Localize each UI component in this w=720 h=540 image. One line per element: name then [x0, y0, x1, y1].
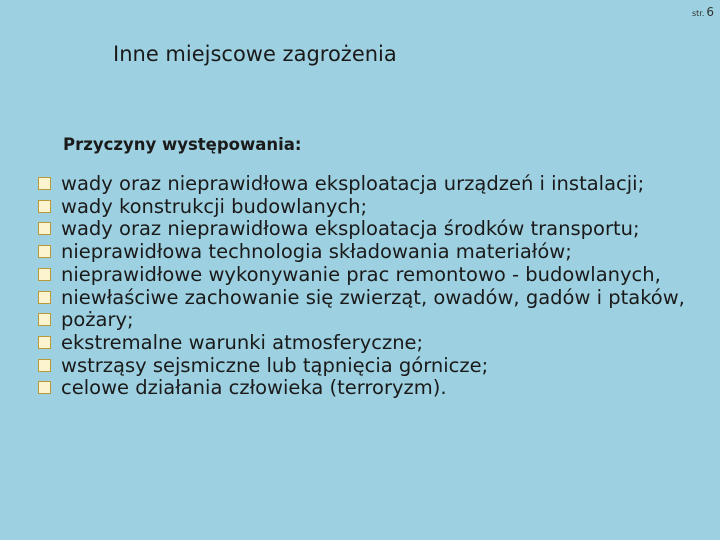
square-bullet-icon	[38, 291, 51, 304]
square-bullet-icon	[38, 336, 51, 349]
list-item	[38, 218, 688, 241]
list-item	[38, 196, 688, 219]
list-item-text: wady oraz nieprawidłowa eksploatacja środków transportu;	[61, 217, 640, 241]
list-item	[38, 287, 688, 310]
list-item	[38, 377, 688, 400]
list-item	[38, 332, 688, 355]
list-item-text: ekstremalne warunki atmosferyczne;	[61, 330, 424, 354]
list-item	[38, 241, 688, 264]
square-bullet-icon	[38, 381, 51, 394]
list-item-text: pożary;	[61, 308, 134, 332]
slide-title: Inne miejscowe zagrożenia	[113, 42, 397, 66]
page-number	[692, 5, 714, 19]
cause-list	[38, 173, 688, 400]
list-item	[38, 309, 688, 332]
list-item-text: wady konstrukcji budowlanych;	[61, 194, 368, 218]
section-heading: Przyczyny występowania:	[63, 135, 302, 154]
list-item-text: niewłaściwe zachowanie się zwierząt, owadów, gadów i ptaków,	[61, 285, 685, 309]
square-bullet-icon	[38, 268, 51, 281]
square-bullet-icon	[38, 313, 51, 326]
list-item-text: nieprawidłowe wykonywanie prac remontowo - budowlanych,	[61, 262, 661, 286]
list-item-text: nieprawidłowa technologia składowania materiałów;	[61, 240, 572, 264]
square-bullet-icon	[38, 245, 51, 258]
square-bullet-icon	[38, 177, 51, 190]
list-item-text: wady oraz nieprawidłowa eksploatacja urządzeń i instalacji;	[61, 172, 645, 195]
square-bullet-icon	[38, 359, 51, 372]
list-item-text: wstrząsy sejsmiczne lub tąpnięcia górnicze;	[61, 353, 489, 377]
square-bullet-icon	[38, 200, 51, 213]
list-item-text: celowe działania człowieka (terroryzm).	[61, 376, 447, 400]
square-bullet-icon	[38, 222, 51, 235]
list-item	[38, 355, 688, 378]
list-item	[38, 173, 688, 196]
page-number-value: 6	[706, 5, 714, 19]
page-number-label: str.	[691, 9, 705, 18]
list-item	[38, 264, 688, 287]
